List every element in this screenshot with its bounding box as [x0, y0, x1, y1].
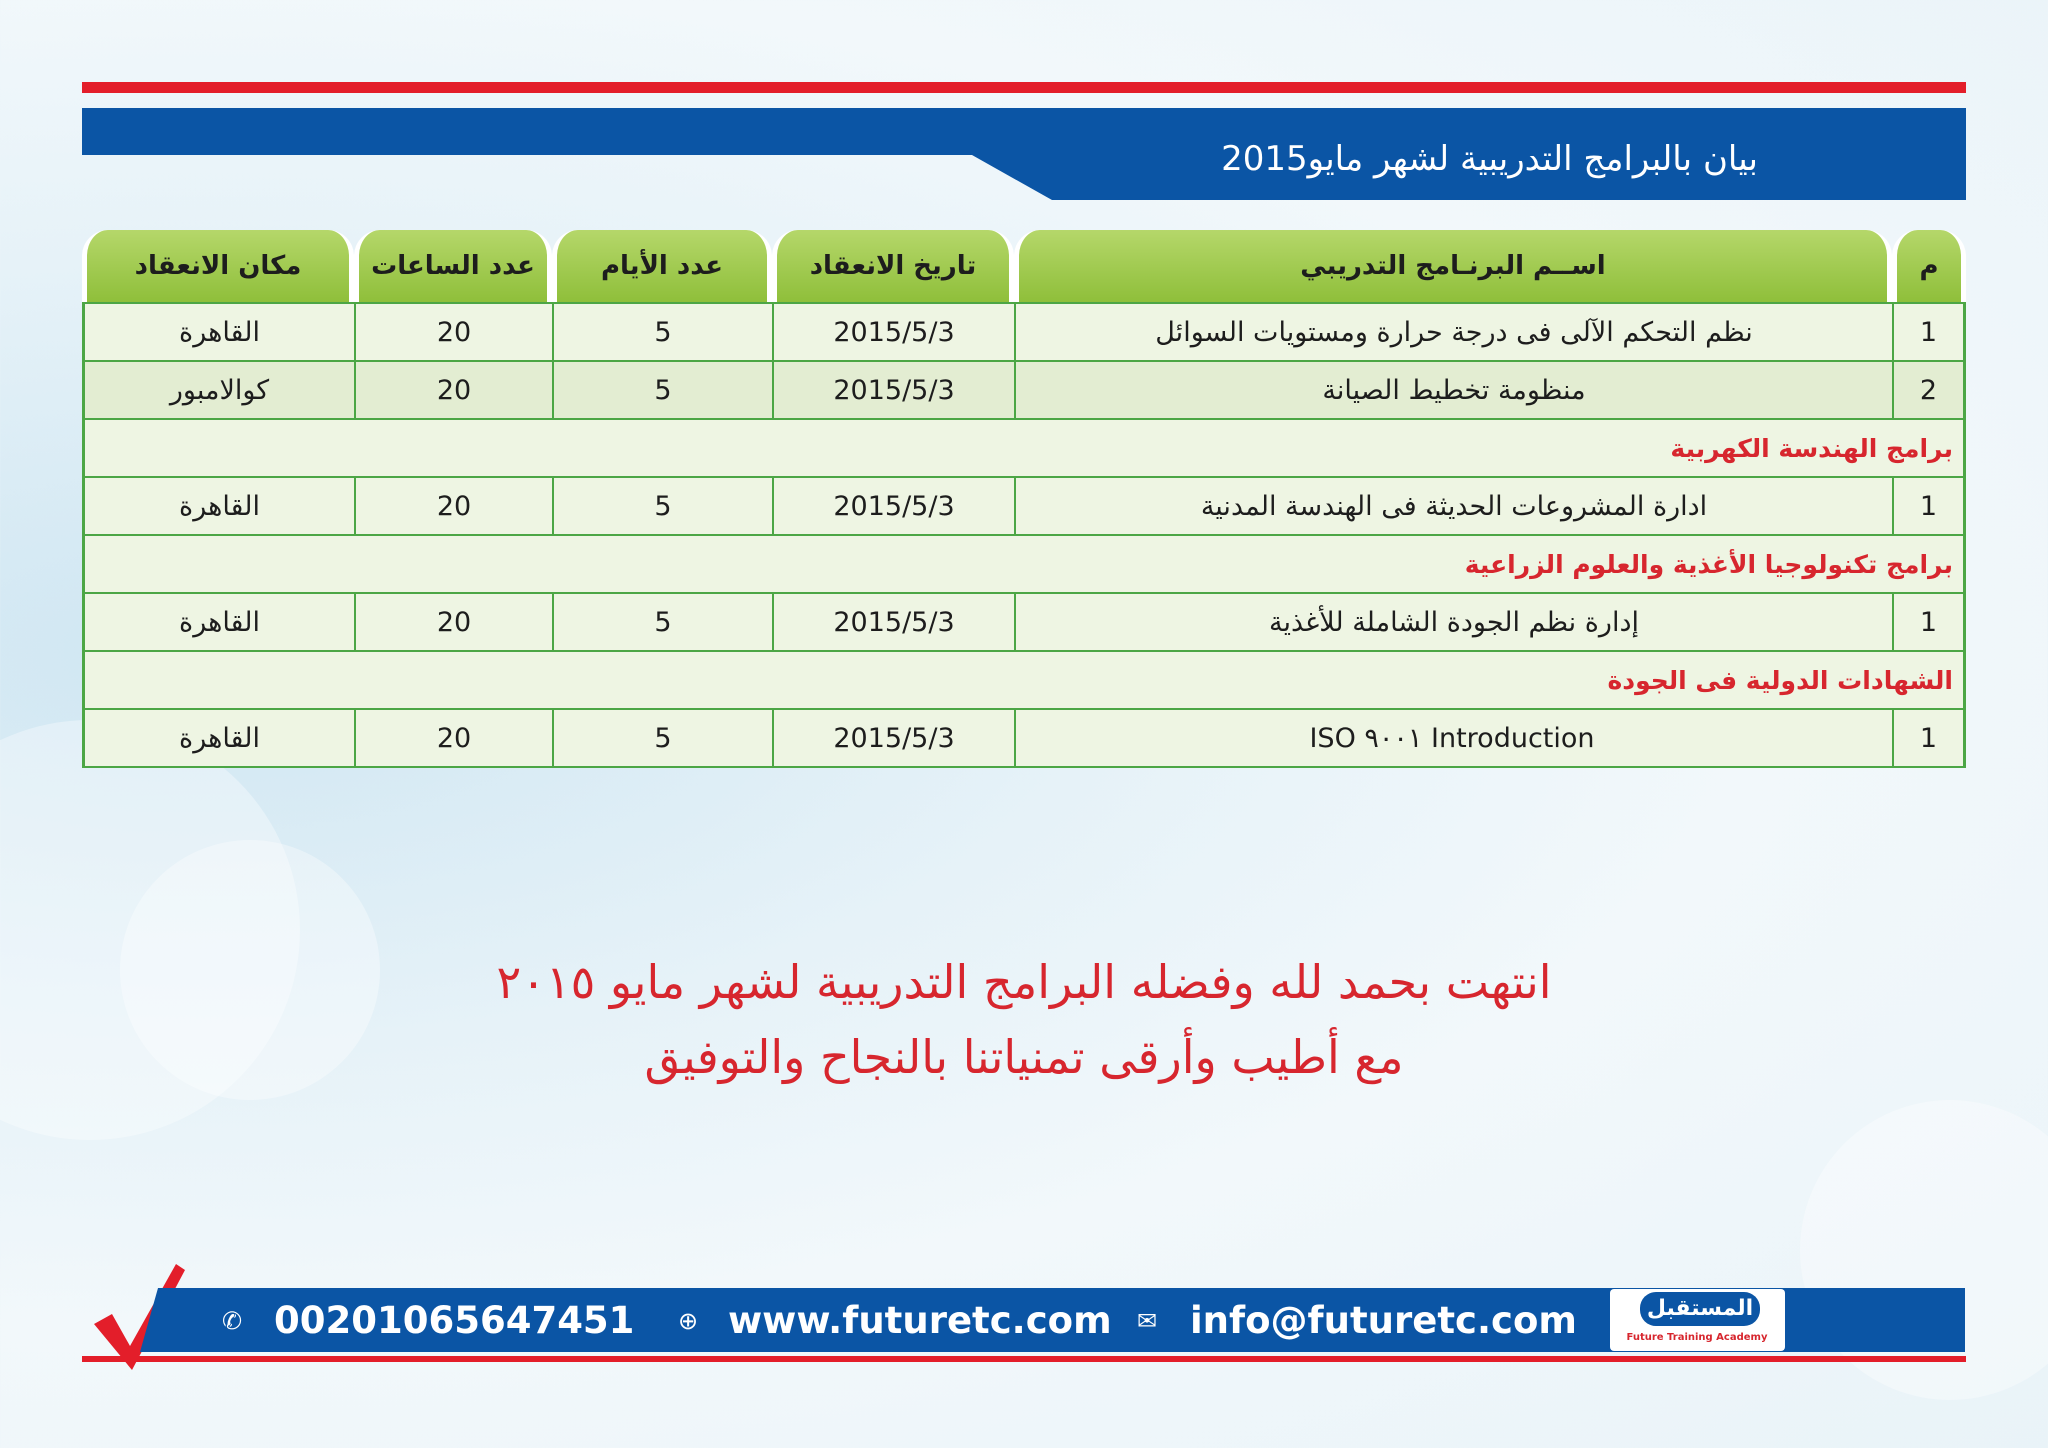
program-name: منظومة تخطيط الصيانة	[1014, 362, 1892, 420]
column-header-place: مكان الانعقاد	[82, 230, 354, 302]
program-date: 2015/5/3	[772, 362, 1014, 420]
program-name: ادارة المشروعات الحديثة فى الهندسة المدنية	[1014, 478, 1892, 536]
footer-email-link[interactable]: info@futuretc.com	[1190, 1299, 1577, 1342]
column-header-hours: عدد الساعات	[354, 230, 552, 302]
program-place: القاهرة	[82, 594, 354, 652]
closing-line-1: انتهت بحمد لله وفضله البرامج التدريبية لشهر مايو ٢٠١٥	[496, 955, 1552, 1009]
program-days: 5	[552, 302, 772, 362]
program-place: القاهرة	[82, 302, 354, 362]
program-place: القاهرة	[82, 478, 354, 536]
table-header-row	[82, 230, 1966, 302]
table-row	[82, 594, 1966, 652]
program-days: 5	[552, 362, 772, 420]
program-hours: 20	[354, 362, 552, 420]
program-date: 2015/5/3	[772, 302, 1014, 362]
row-number: 1	[1892, 478, 1966, 536]
program-hours: 20	[354, 302, 552, 362]
row-number: 2	[1892, 362, 1966, 420]
program-days: 5	[552, 478, 772, 536]
footer-phone[interactable]: 00201065647451	[274, 1299, 635, 1342]
whatsapp-icon: ✆	[221, 1307, 243, 1335]
section-row	[82, 420, 1966, 478]
program-hours: 20	[354, 594, 552, 652]
logo-name: المستقبل	[1640, 1292, 1760, 1326]
table-row	[82, 362, 1966, 420]
program-place: القاهرة	[82, 710, 354, 768]
header-red-stripe	[82, 82, 1966, 93]
program-days: 5	[552, 710, 772, 768]
program-date: 2015/5/3	[772, 710, 1014, 768]
program-name: نظم التحكم الآلى فى درجة حرارة ومستويات السوائل	[1014, 302, 1892, 362]
program-date: 2015/5/3	[772, 594, 1014, 652]
training-programs-table	[82, 230, 1966, 768]
column-header-program-name: اســم البرنـامج التدريبي	[1014, 230, 1892, 302]
closing-line-2: مع أطيب وأرقى تمنياتنا بالنجاح والتوفيق	[644, 1030, 1404, 1084]
section-title: برامج الهندسة الكهربية	[82, 420, 1966, 478]
section-row	[82, 536, 1966, 594]
footer-red-stripe	[82, 1356, 1966, 1362]
row-number: 1	[1892, 594, 1966, 652]
column-header-days: عدد الأيام	[552, 230, 772, 302]
program-days: 5	[552, 594, 772, 652]
footer-website-link[interactable]: www.futuretc.com	[728, 1299, 1112, 1342]
section-title: برامج تكنولوجيا الأغذية والعلوم الزراعية	[82, 536, 1966, 594]
table-row	[82, 478, 1966, 536]
globe-icon: ⊕	[677, 1307, 699, 1335]
program-name: ISO ٩٠٠١ Introduction	[1014, 710, 1892, 768]
program-hours: 20	[354, 710, 552, 768]
logo-tagline: Future Training Academy	[1626, 1332, 1768, 1343]
program-name: إدارة نظم الجودة الشاملة للأغذية	[1014, 594, 1892, 652]
program-date: 2015/5/3	[772, 478, 1014, 536]
table-row	[82, 710, 1966, 768]
program-hours: 20	[354, 478, 552, 536]
page-title: بيان بالبرامج التدريبية لشهر مايو2015	[1221, 139, 1758, 179]
row-number: 1	[1892, 710, 1966, 768]
table-row	[82, 302, 1966, 362]
column-header-number: م	[1892, 230, 1966, 302]
envelope-icon: ✉	[1136, 1307, 1158, 1335]
program-place: كوالامبور	[82, 362, 354, 420]
background-bubble	[1800, 1100, 2048, 1400]
section-title: الشهادات الدولية فى الجودة	[82, 652, 1966, 710]
section-row	[82, 652, 1966, 710]
column-header-date: تاريخ الانعقاد	[772, 230, 1014, 302]
row-number: 1	[1892, 302, 1966, 362]
